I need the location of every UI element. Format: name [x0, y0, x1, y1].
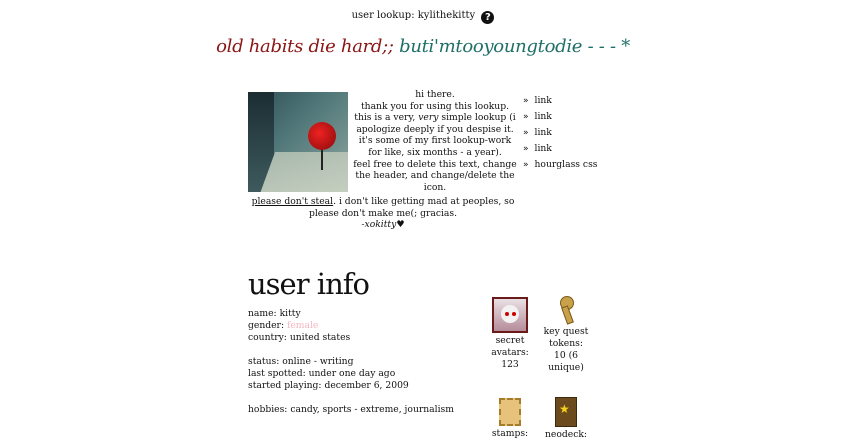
detail-status: status: online - writing — [248, 356, 354, 367]
lookup-header — [0, 36, 846, 57]
detail-name: name: kitty — [248, 308, 301, 319]
key-icon — [555, 296, 577, 324]
double-chevron-right-icon: » — [523, 128, 529, 138]
intro-p2: feel free to delete this text, change the header, and change/delete the icon. — [353, 158, 517, 193]
link-list — [523, 93, 598, 173]
question-circle-icon[interactable]: ? — [481, 11, 494, 24]
list-item[interactable]: » link — [523, 143, 552, 154]
stamps-trophy[interactable]: stamps: — [484, 398, 536, 440]
list-item[interactable]: » link — [523, 111, 552, 122]
intro-text — [251, 89, 518, 231]
detail-hobbies: hobbies: candy, sports - extreme, journalism — [248, 404, 454, 415]
user-details — [248, 308, 454, 416]
header-part2: buti'mtooyoungtodie - - - * — [399, 36, 630, 57]
header-part1: old habits die hard;; — [216, 36, 394, 57]
detail-started: started playing: december 6, 2009 — [248, 380, 409, 391]
list-item[interactable]: » hourglass css — [523, 159, 598, 170]
signature: -xokitty♥ — [361, 219, 405, 231]
topbar — [0, 8, 846, 24]
double-chevron-right-icon: » — [523, 112, 529, 122]
key-quest-trophy[interactable]: key quest tokens: 10 (6 unique) — [540, 296, 592, 374]
intro-image — [248, 92, 348, 192]
neodeck-icon: ★ — [555, 397, 577, 427]
neodeck-trophy[interactable]: ★ neodeck: — [540, 397, 592, 441]
dont-steal-link[interactable]: please don't steal — [251, 196, 334, 207]
user-info-title: user info — [248, 267, 369, 301]
stamp-icon — [499, 398, 521, 426]
double-chevron-right-icon: » — [523, 144, 529, 154]
intro-tail — [248, 196, 518, 231]
double-chevron-right-icon: » — [523, 96, 529, 106]
intro-p1: thank you for using this lookup. this is a very, very simple lookup (i apologize deeply if you despise it. it's some of my first lookup-work for like, six months - a year). — [354, 100, 516, 158]
detail-gender: gender: female — [248, 320, 319, 331]
list-item[interactable]: » link — [523, 127, 552, 138]
list-item[interactable]: » link — [523, 95, 552, 106]
intro-p3: . i don't like getting mad at peoples, so please don't make me(; gracias. — [308, 196, 515, 219]
greeting: hi there. — [415, 89, 455, 100]
detail-country: country: united states — [248, 332, 351, 343]
page-title: user lookup: kylithekitty — [351, 10, 476, 21]
detail-last-spotted: last spotted: under one day ago — [248, 368, 396, 379]
avatar-badge-icon — [492, 297, 528, 333]
double-chevron-right-icon: » — [523, 160, 529, 170]
secret-avatars-trophy[interactable]: secret avatars: 123 — [484, 297, 536, 371]
